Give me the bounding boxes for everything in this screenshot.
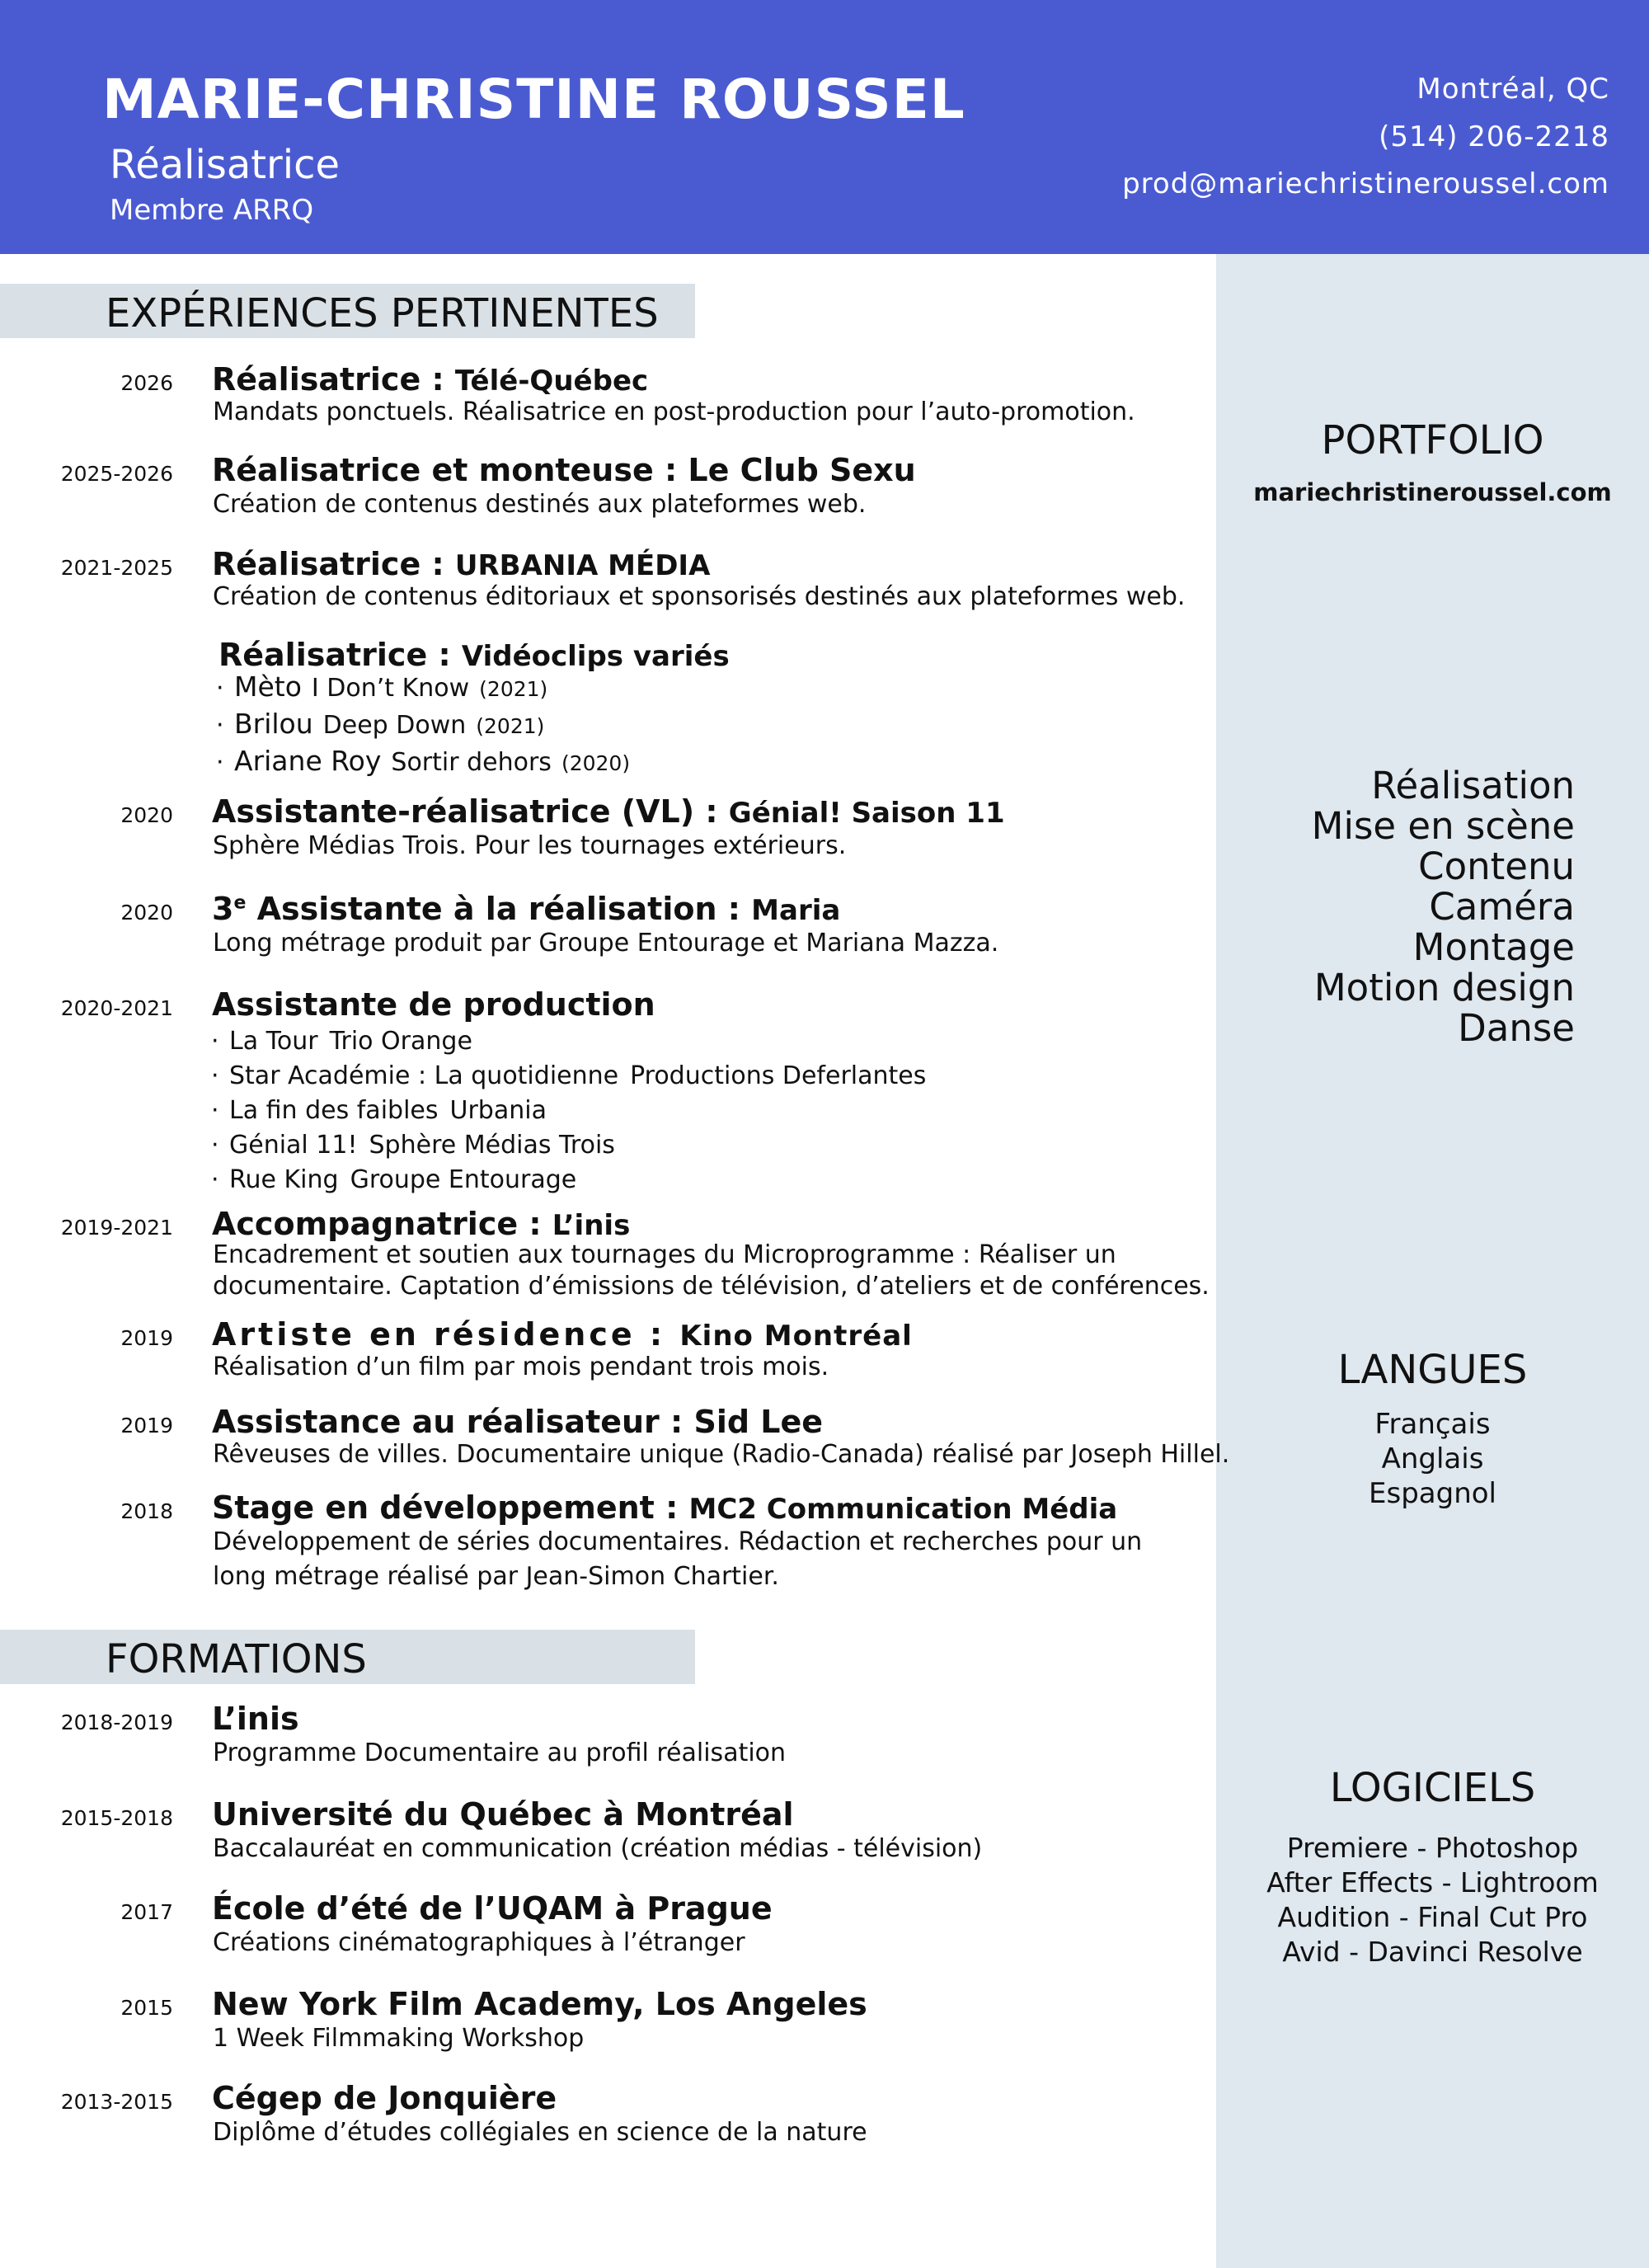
production-list: [211, 1024, 926, 1198]
language-item: Anglais: [1381, 1442, 1484, 1475]
school-name: Cégep de Jonquière: [212, 2080, 557, 2116]
clip-song: Deep Down: [322, 711, 467, 740]
entry-title: [212, 1316, 913, 1353]
program-name: Diplôme d’études collégiales en science de la nature: [213, 2118, 867, 2147]
entry-date: 2015-2018: [60, 1806, 173, 1830]
entry-org: Génial! Saison 11: [728, 797, 1005, 830]
software-list: [1216, 1831, 1649, 1969]
entry-description: Long métrage produit par Groupe Entourage et Mariana Mazza.: [213, 929, 999, 958]
entry-role: Artiste en résidence :: [212, 1316, 680, 1353]
software-line: Premiere - Photoshop: [1286, 1832, 1579, 1864]
school-name: L’inis: [212, 1701, 299, 1737]
software-heading: LOGICIELS: [1329, 1765, 1536, 1811]
entry-title: [218, 637, 730, 673]
clip-year: (2020): [561, 751, 631, 775]
entry-title: [212, 361, 648, 398]
bullet-icon: ·: [211, 1027, 219, 1056]
experience-section-bar: [0, 284, 695, 338]
entry-description-line: long métrage réalisé par Jean-Simon Chartier.: [213, 1562, 779, 1591]
entry-role: Assistance au réalisateur :: [212, 1404, 694, 1440]
language-item: Espagnol: [1369, 1477, 1496, 1510]
bullet-icon: ·: [216, 674, 224, 703]
entry-role: Assistante à la réalisation :: [246, 891, 752, 927]
skill-item: Réalisation: [1371, 764, 1575, 807]
clip-artist: Ariane Roy: [234, 745, 382, 777]
membership: Membre ARRQ: [110, 194, 314, 227]
entry-role: Réalisatrice :: [212, 361, 455, 398]
show-name: Génial 11!: [229, 1131, 358, 1160]
job-title: Réalisatrice: [110, 142, 341, 188]
header: [0, 0, 1649, 254]
entry-title: [212, 546, 710, 582]
list-item: [211, 1094, 926, 1128]
show-producer: Trio Orange: [329, 1027, 472, 1056]
school-name: École d’été de l’UQAM à Prague: [212, 1890, 773, 1927]
clip-year: (2021): [476, 714, 545, 738]
skill-item: Motion design: [1313, 966, 1575, 1009]
entry-description: Rêveuses de villes. Documentaire unique (Radio-Canada) réalisé par Joseph Hillel.: [213, 1440, 1230, 1469]
entry-date: 2020: [120, 901, 173, 925]
entry-role: Stage en développement :: [212, 1489, 689, 1526]
software-line: Audition - Final Cut Pro: [1277, 1901, 1588, 1933]
software-line: Avid - Davinci Resolve: [1282, 1936, 1583, 1968]
clip-artist: Brilou: [234, 708, 313, 740]
entry-date: 2020: [120, 803, 173, 827]
entry-org: Kino Montréal: [679, 1320, 913, 1353]
entry-role: Réalisatrice et monteuse :: [212, 452, 688, 488]
entry-title: [212, 986, 655, 1023]
program-name: 1 Week Filmmaking Workshop: [213, 2024, 585, 2053]
entry-date: 2021-2025: [60, 556, 173, 580]
show-name: La Tour: [229, 1027, 318, 1056]
skill-item: Mise en scène: [1311, 804, 1575, 848]
contact-email[interactable]: prod@mariechristineroussel.com: [1122, 167, 1609, 200]
skill-item: Caméra: [1429, 885, 1575, 929]
sidebar: [1216, 254, 1649, 2268]
entry-title: [212, 452, 916, 488]
list-item: [211, 1163, 926, 1198]
school-name: New York Film Academy, Los Angeles: [212, 1986, 867, 2022]
portfolio-link[interactable]: mariechristineroussel.com: [1253, 478, 1612, 506]
list-item: [216, 744, 630, 781]
software-line: After Effects - Lightroom: [1266, 1866, 1599, 1899]
bullet-icon: ·: [211, 1096, 219, 1125]
entry-org: URBANIA MÉDIA: [454, 549, 711, 582]
languages-heading: LANGUES: [1337, 1347, 1528, 1393]
entry-date: 2013-2015: [60, 2090, 173, 2114]
videoclip-list: [216, 670, 630, 781]
entry-description: Réalisation d’un film par mois pendant trois mois.: [213, 1353, 829, 1381]
entry-role: Assistante-réalisatrice (VL) :: [212, 793, 729, 830]
entry-org: Vidéoclips variés: [461, 640, 730, 673]
bullet-icon: ·: [211, 1061, 219, 1090]
entry-description-line: documentaire. Captation d’émissions de télévision, d’ateliers et de conférences.: [213, 1272, 1210, 1301]
entry-role: Réalisatrice :: [212, 546, 455, 582]
education-heading: FORMATIONS: [106, 1636, 367, 1682]
skills-list: [1312, 765, 1575, 1048]
entry-date: 2018: [120, 1499, 173, 1523]
entry-org: Le Club Sexu: [688, 452, 916, 488]
entry-description: Sphère Médias Trois. Pour les tournages extérieurs.: [213, 831, 847, 860]
entry-description: Mandats ponctuels. Réalisatrice en post-production pour l’auto-promotion.: [213, 398, 1135, 426]
skill-item: Danse: [1458, 1006, 1575, 1050]
show-producer: Groupe Entourage: [350, 1165, 577, 1194]
show-name: La fin des faibles: [229, 1096, 439, 1125]
contact-city: Montréal, QC: [1416, 73, 1609, 106]
education-section-bar: [0, 1630, 695, 1684]
list-item: [211, 1024, 926, 1059]
school-name: Université du Québec à Montréal: [212, 1796, 794, 1833]
show-name: Rue King: [229, 1165, 339, 1194]
clip-song: I Don’t Know: [311, 674, 470, 703]
clip-artist: Mèto: [234, 671, 302, 703]
entry-description: Création de contenus éditoriaux et sponsorisés destinés aux plateformes web.: [213, 582, 1186, 611]
candidate-name: MARIE-CHRISTINE ROUSSEL: [102, 68, 965, 131]
entry-date: 2020-2021: [60, 996, 173, 1020]
entry-date: 2025-2026: [60, 462, 173, 486]
entry-date: 2017: [120, 1900, 173, 1924]
entry-role: Assistante de production: [212, 986, 655, 1023]
entry-date: 2019: [120, 1326, 173, 1350]
list-item: [211, 1059, 926, 1094]
entry-title: [212, 1404, 823, 1440]
entry-role-number: 3: [212, 891, 234, 927]
entry-org: Sid Lee: [693, 1404, 824, 1440]
entry-role-superscript: e: [233, 892, 247, 914]
entry-role: Réalisatrice :: [218, 637, 462, 673]
bullet-icon: ·: [211, 1131, 219, 1160]
entry-description-line: Développement de séries documentaires. Rédaction et recherches pour un: [213, 1527, 1143, 1556]
entry-title: [212, 891, 840, 927]
entry-date: 2019: [120, 1414, 173, 1437]
entry-title: [212, 793, 1005, 830]
contact-phone[interactable]: (514) 206-2218: [1379, 120, 1609, 153]
program-name: Créations cinématographiques à l’étranger: [213, 1928, 745, 1957]
program-name: Programme Documentaire au profil réalisation: [213, 1739, 787, 1767]
program-name: Baccalauréat en communication (création médias - télévision): [213, 1834, 983, 1863]
entry-description: Création de contenus destinés aux plateformes web.: [213, 490, 867, 519]
list-item: [216, 670, 630, 707]
entry-org: Télé-Québec: [454, 365, 649, 398]
entry-date: 2018-2019: [60, 1710, 173, 1734]
bullet-icon: ·: [216, 748, 224, 777]
skill-item: Montage: [1412, 925, 1575, 969]
entry-date: 2019-2021: [60, 1216, 173, 1240]
entry-title: [212, 1206, 630, 1242]
list-item: [211, 1128, 926, 1163]
entry-role: Accompagnatrice :: [212, 1206, 552, 1242]
languages-list: [1216, 1407, 1649, 1511]
entry-description-line: Encadrement et soutien aux tournages du Microprogramme : Réaliser un: [213, 1240, 1116, 1269]
skill-item: Contenu: [1418, 845, 1575, 888]
clip-year: (2021): [479, 677, 548, 701]
experience-heading: EXPÉRIENCES PERTINENTES: [106, 290, 659, 336]
list-item: [216, 707, 630, 744]
portfolio-heading: PORTFOLIO: [1321, 417, 1544, 463]
show-producer: Urbania: [449, 1096, 547, 1125]
language-item: Français: [1374, 1408, 1491, 1441]
entry-org: L’inis: [552, 1209, 631, 1242]
show-producer: Sphère Médias Trois: [369, 1131, 615, 1160]
entry-org: MC2 Communication Média: [688, 1493, 1118, 1526]
entry-title: [212, 1489, 1117, 1526]
bullet-icon: ·: [216, 711, 224, 740]
entry-date: 2015: [120, 1996, 173, 2020]
entry-org: Maria: [751, 894, 841, 927]
clip-song: Sortir dehors: [391, 748, 552, 777]
show-producer: Productions Deferlantes: [630, 1061, 927, 1090]
entry-date: 2026: [120, 371, 173, 395]
bullet-icon: ·: [211, 1165, 219, 1194]
show-name: Star Académie : La quotidienne: [229, 1061, 619, 1090]
